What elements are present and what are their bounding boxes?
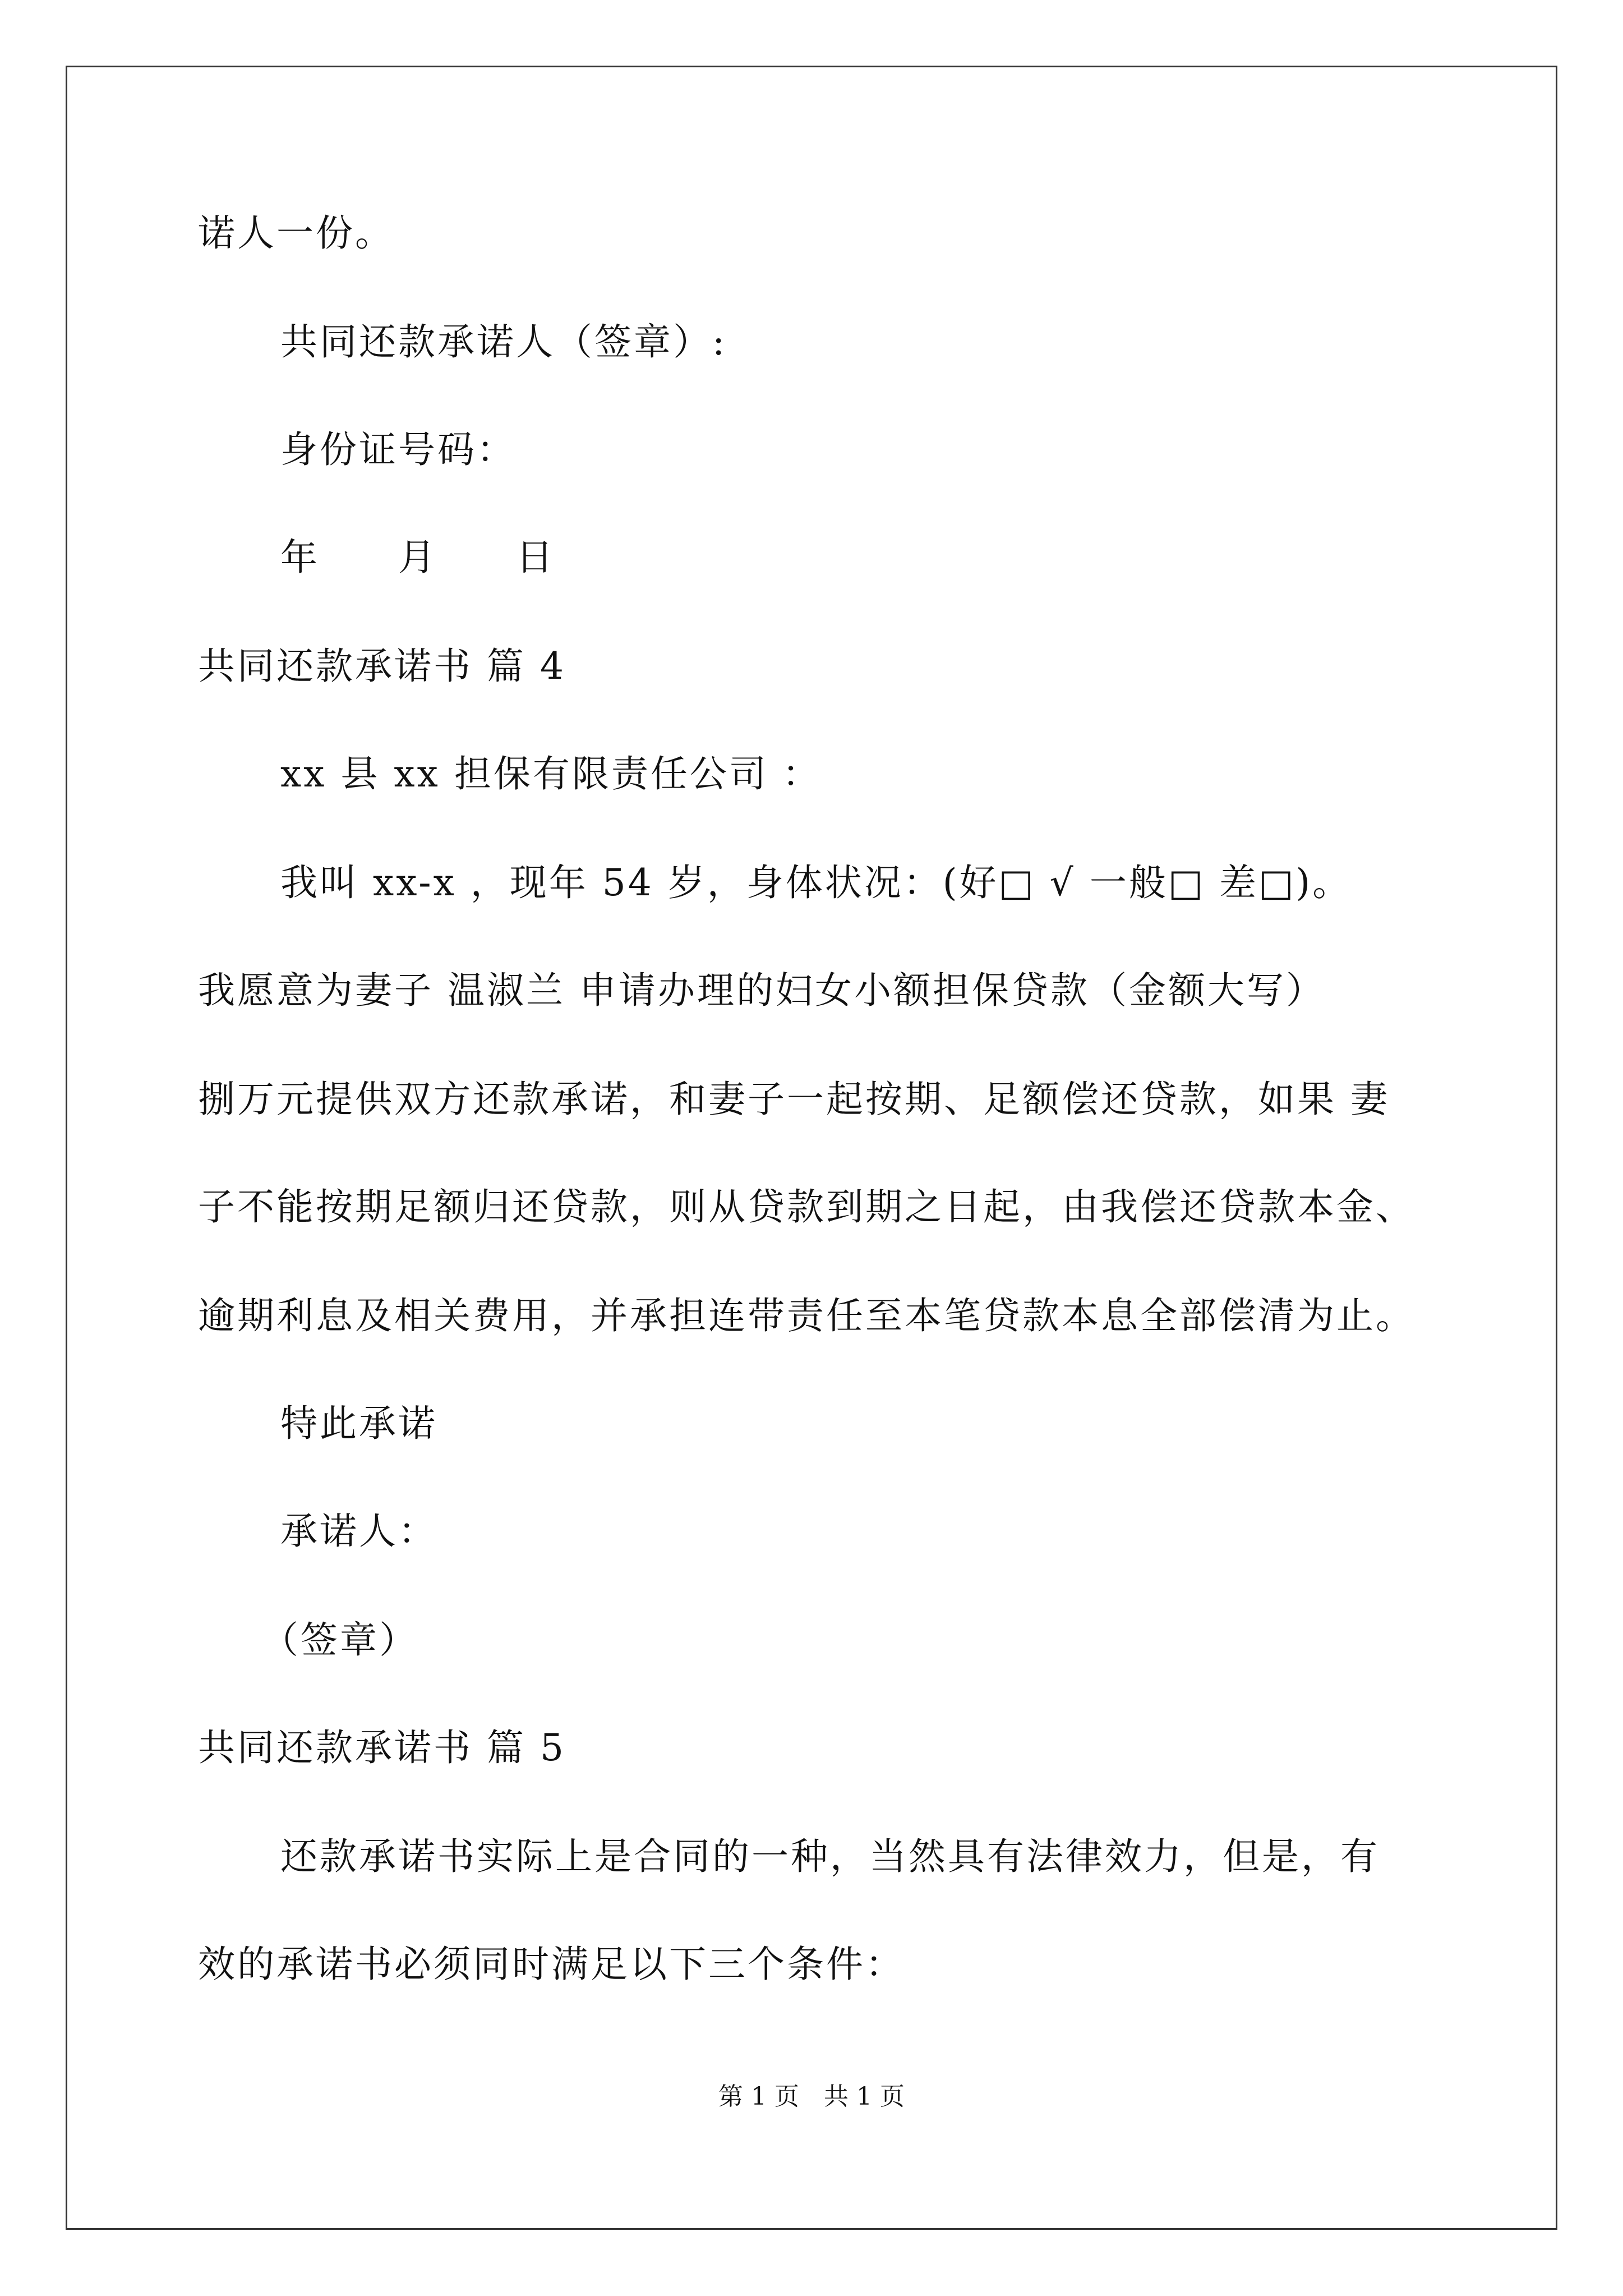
section-heading: 共同还款承诺书 篇 4 bbox=[198, 645, 566, 688]
page-footer: 第 1 页 共 1 页 bbox=[718, 2082, 905, 2111]
text-line: 效的承诺书必须同时满足以下三个条件： bbox=[198, 1943, 905, 1986]
text-line: 子不能按期足额归还贷款，则从贷款到期之日起，由我偿还贷款本金、 bbox=[198, 1185, 1415, 1228]
text-line: 身份证号码： bbox=[280, 428, 516, 471]
section-heading: 共同还款承诺书 篇 5 bbox=[198, 1726, 566, 1769]
text-line: 诺人一份。 bbox=[198, 211, 394, 255]
text-line: 共同还款承诺人（签章）: bbox=[280, 320, 727, 364]
text-line: 我愿意为妻子 温淑兰 申请办理的妇女小额担保贷款（金额大写） bbox=[198, 969, 1325, 1012]
text-line: xx 县 xx 担保有限责任公司 ： bbox=[280, 752, 822, 795]
text-line: 承诺人： bbox=[280, 1510, 437, 1553]
text-line: 还款承诺书实际上是合同的一种，当然具有法律效力，但是，有 bbox=[280, 1835, 1380, 1878]
text-line: （签章） bbox=[261, 1618, 418, 1662]
text-line: 特此承诺 bbox=[280, 1402, 437, 1445]
text-line: 逾期利息及相关费用，并承担连带责任至本笔贷款本息全部偿清为止。 bbox=[198, 1294, 1415, 1337]
page-border bbox=[66, 66, 1557, 2230]
text-line: 年 月 日 bbox=[280, 536, 555, 579]
text-line: 捌万元提供双方还款承诺，和妻子一起按期、足额偿还贷款，如果 妻 bbox=[198, 1078, 1390, 1121]
text-line: 我叫 xx-x ，现年 54 岁，身体状况：(好□ √ 一般□ 差□)。 bbox=[280, 861, 1352, 904]
